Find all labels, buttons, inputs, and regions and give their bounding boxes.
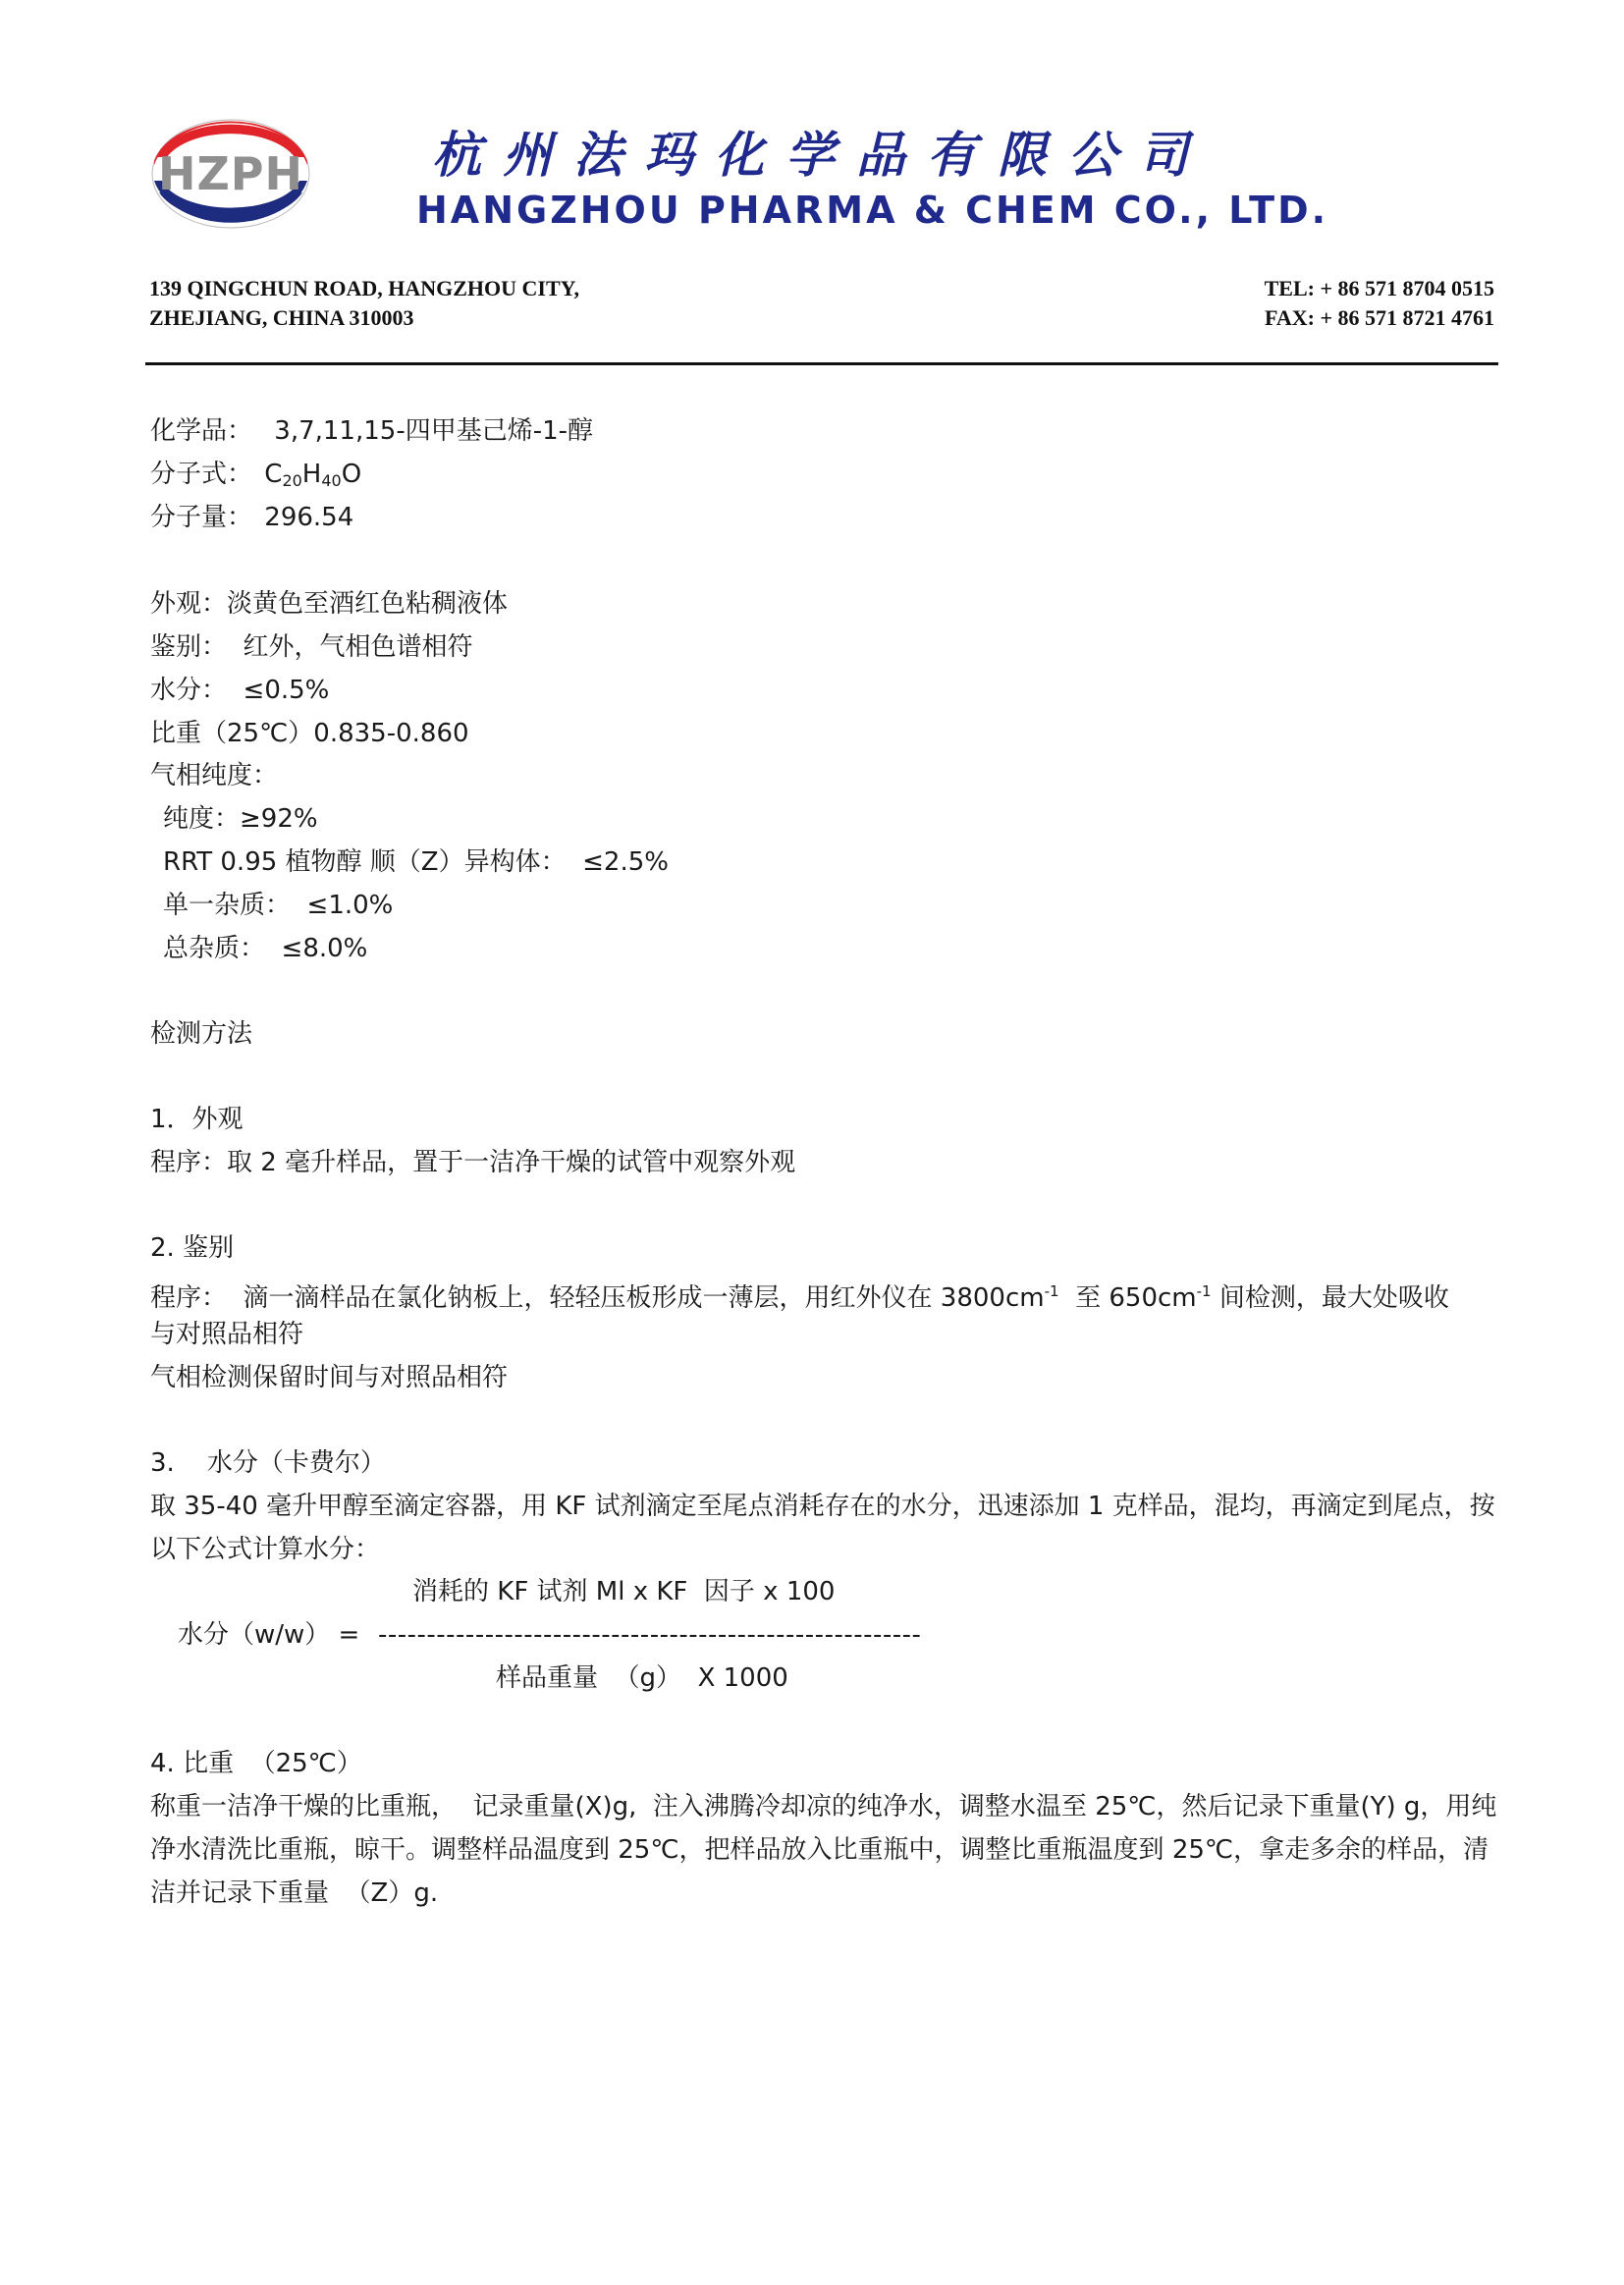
method-4-procedure: 称重一洁净干燥的比重瓶， 记录重量(X)g, 注入沸腾冷却凉的纯净水，调整水温至 25℃，然后记录下重量(Y) g，用纯净水清洗比重瓶，晾干。调整样品温度到 25℃，把样品放入比重瓶中，调整比重瓶温度到 25℃，拿走多余的样品，清洁并记录下重量 （Z）g. (150, 1792, 1497, 1908)
molecular-formula-row (150, 459, 361, 497)
formula-c: C (264, 460, 283, 489)
methods-title: 检测方法 (150, 1019, 253, 1049)
method-1-title: 1．外观 (150, 1105, 244, 1134)
method-3-title: 3. 水分（卡费尔） (150, 1448, 386, 1478)
mw-label: 分子量： (150, 503, 253, 532)
formula-h: H (301, 460, 322, 489)
m2-superscript-1: -1 (1044, 1282, 1059, 1300)
chemical-label: 化学品： (150, 416, 253, 446)
formula-h-count: 40 (321, 471, 342, 490)
method-2-title: 2. 鉴别 (150, 1233, 235, 1263)
company-name-chinese: 杭州法玛化学品有限公司 (432, 126, 1210, 184)
telephone: TEL: + 86 571 8704 0515 (1264, 276, 1494, 300)
address-line-2: ZHEJIANG, CHINA 310003 (149, 305, 414, 330)
mw-value: 296.54 (264, 503, 354, 532)
company-address (149, 274, 579, 333)
spec-purity: 纯度：≥92% (163, 804, 318, 834)
method-1-procedure: 程序：取 2 毫升样品，置于一洁净干燥的试管中观察外观 (150, 1148, 796, 1177)
company-name-english: HANGZHOU PHARMA & CHEM CO., LTD. (416, 189, 1329, 232)
spec-identification: 鉴别： 红外，气相色谱相符 (150, 632, 473, 662)
spec-gc-purity-heading: 气相纯度： (150, 761, 279, 790)
m2-proc-part-b: 至 650cm (1058, 1283, 1197, 1313)
spec-total-impurity: 总杂质： ≤8.0% (163, 934, 368, 963)
m2-proc-part-c: 间检测，最大处吸收 (1211, 1283, 1449, 1313)
formula-left-side: 水分（w/w） = (178, 1620, 360, 1650)
formula-denominator: 样品重量 （g） X 1000 (496, 1663, 788, 1693)
method-4-title: 4. 比重 （25℃） (150, 1749, 362, 1778)
m2-superscript-2: -1 (1196, 1282, 1212, 1300)
formula-value (264, 460, 361, 489)
molecular-weight-row (150, 502, 353, 533)
formula-c-count: 20 (282, 471, 302, 490)
chemical-name-row (150, 415, 593, 447)
spec-water: 水分： ≤0.5% (150, 676, 330, 705)
logo-text: HZPH (157, 147, 304, 200)
formula-o: O (341, 460, 362, 489)
formula-fraction-line: -------------------------------------------------------- (378, 1620, 922, 1650)
m2-proc-part-a: 程序： 滴一滴样品在氯化钠板上，轻轻压板形成一薄层，用红外仪在 3800cm (150, 1283, 1045, 1313)
formula-label: 分子式： (150, 460, 253, 489)
method-2-procedure (150, 1276, 1449, 1314)
fax: FAX: + 86 571 8721 4761 (1265, 305, 1494, 330)
chemical-value: 3,7,11,15-四甲基己烯-1-醇 (274, 416, 594, 446)
address-line-1: 139 QINGCHUN ROAD, HANGZHOU CITY, (149, 276, 580, 300)
spec-appearance: 外观：淡黄色至酒红色粘稠液体 (150, 589, 509, 619)
method-3-procedure: 取 35-40 毫升甲醇至滴定容器，用 KF 试剂滴定至尾点消耗存在的水分，迅速添加 1 克样品，混均，再滴定到尾点，按以下公式计算水分： (150, 1492, 1495, 1564)
spec-single-impurity: 单一杂质： ≤1.0% (163, 891, 394, 920)
company-logo (147, 116, 314, 232)
method-2-gc-note: 气相检测保留时间与对照品相符 (150, 1363, 509, 1392)
formula-numerator: 消耗的 KF 试剂 Ml x KF 因子 x 100 (412, 1577, 836, 1606)
header-divider (145, 362, 1498, 365)
company-contact (1265, 274, 1494, 333)
spec-rrt-isomer: RRT 0.95 植物醇 顺（Z）异构体： ≤2.5% (163, 847, 669, 877)
spec-specific-gravity: 比重（25℃）0.835-0.860 (150, 719, 469, 748)
method-2-procedure-line2: 与对照品相符 (150, 1320, 304, 1349)
